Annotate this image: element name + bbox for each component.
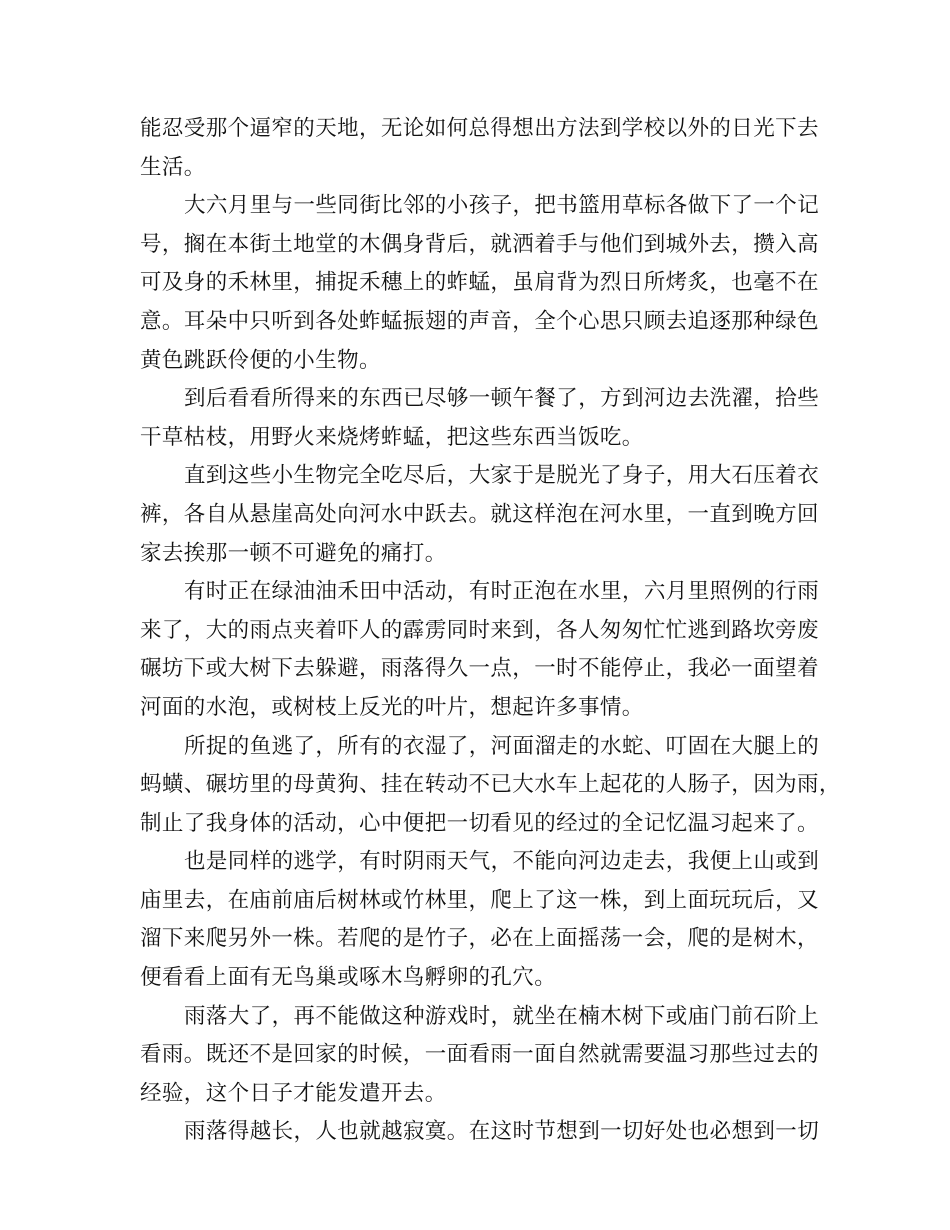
paragraph bbox=[140, 843, 820, 997]
text-line: 看雨。既还不是回家的时候，一面看雨一面自然就需要温习那些过去的 bbox=[140, 1042, 819, 1068]
text-line: 庙里去，在庙前庙后树林或竹林里，爬上了这一株，到上面玩玩后，又 bbox=[140, 887, 819, 913]
text-line: 经验，这个日子才能发遣开去。 bbox=[140, 1080, 447, 1106]
text-line: 号，搁在本街土地堂的木偶身背后，就洒着手与他们到城外去，攒入高 bbox=[140, 231, 819, 257]
text-line: 雨落大了，再不能做这种游戏时，就坐在楠木树下或庙门前石阶上 bbox=[184, 1003, 820, 1029]
text-line: 制止了我身体的活动，心中便把一切看见的经过的全记忆温习起来了。 bbox=[140, 810, 819, 836]
text-line: 河面的水泡，或树枝上反光的叶片，想起许多事情。 bbox=[140, 694, 644, 720]
paragraph bbox=[140, 187, 820, 380]
text-line: 家去挨那一顿不可避免的痛打。 bbox=[140, 540, 447, 566]
text-line: 黄色跳跃伶便的小生物。 bbox=[140, 347, 381, 373]
document-body bbox=[140, 110, 841, 1152]
paragraph bbox=[140, 457, 820, 573]
text-line: 能忍受那个逼窄的天地，无论如何总得想出方法到学校以外的日光下去 bbox=[140, 116, 819, 141]
text-line: 碾坊下或大树下去躲避，雨落得久一点，一时不能停止，我必一面望着 bbox=[140, 656, 819, 682]
paragraph bbox=[140, 110, 820, 187]
text-line: 生活。 bbox=[140, 154, 206, 180]
paragraph bbox=[140, 998, 820, 1114]
paragraph bbox=[140, 573, 820, 727]
paragraph bbox=[140, 728, 841, 844]
text-line: 溜下来爬另外一株。若爬的是竹子，必在上面摇荡一会，爬的是树木， bbox=[140, 926, 819, 952]
text-line: 有时正在绿油油禾田中活动，有时正泡在水里，六月里照例的行雨 bbox=[184, 579, 820, 605]
text-line: 来了，大的雨点夹着吓人的霹雳同时来到，各人匆匆忙忙逃到路坎旁废 bbox=[140, 617, 819, 643]
text-line: 大六月里与一些同街比邻的小孩子，把书篮用草标各做下了一个记 bbox=[184, 193, 820, 219]
text-line: 裤，各自从悬崖高处向河水中跃去。就这样泡在河水里，一直到晚方回 bbox=[140, 501, 819, 527]
text-line: 直到这些小生物完全吃尽后，大家于是脱光了身子，用大石压着衣 bbox=[184, 463, 820, 489]
text-line: 便看看上面有无鸟巢或啄木鸟孵卵的孔穴。 bbox=[140, 965, 557, 991]
text-line: 可及身的禾林里，捕捉禾穗上的蚱蜢，虽肩背为烈日所烤炙，也毫不在 bbox=[140, 270, 819, 296]
text-line: 到后看看所得来的东西已尽够一顿午餐了，方到河边去洗濯，拾些 bbox=[184, 386, 820, 412]
text-line: 意。耳朵中只听到各处蚱蜢振翅的声音，全个心思只顾去追逐那种绿色 bbox=[140, 308, 819, 334]
text-line: 蚂蟥、碾坊里的母黄狗、挂在转动不已大水车上起花的人肠子，因为雨， bbox=[140, 772, 841, 798]
text-line: 雨落得越长，人也就越寂寞。在这时节想到一切好处也必想到一切 bbox=[184, 1119, 820, 1145]
text-line: 干草枯枝，用野火来烧烤蚱蜢，把这些东西当饭吃。 bbox=[140, 424, 644, 450]
text-line: 也是同样的逃学，有时阴雨天气，不能向河边走去，我便上山或到 bbox=[184, 849, 820, 875]
paragraph bbox=[140, 380, 820, 457]
paragraph bbox=[140, 1113, 820, 1152]
text-line: 所捉的鱼逃了，所有的衣湿了，河面溜走的水蛇、叮固在大腿上的 bbox=[184, 733, 820, 759]
